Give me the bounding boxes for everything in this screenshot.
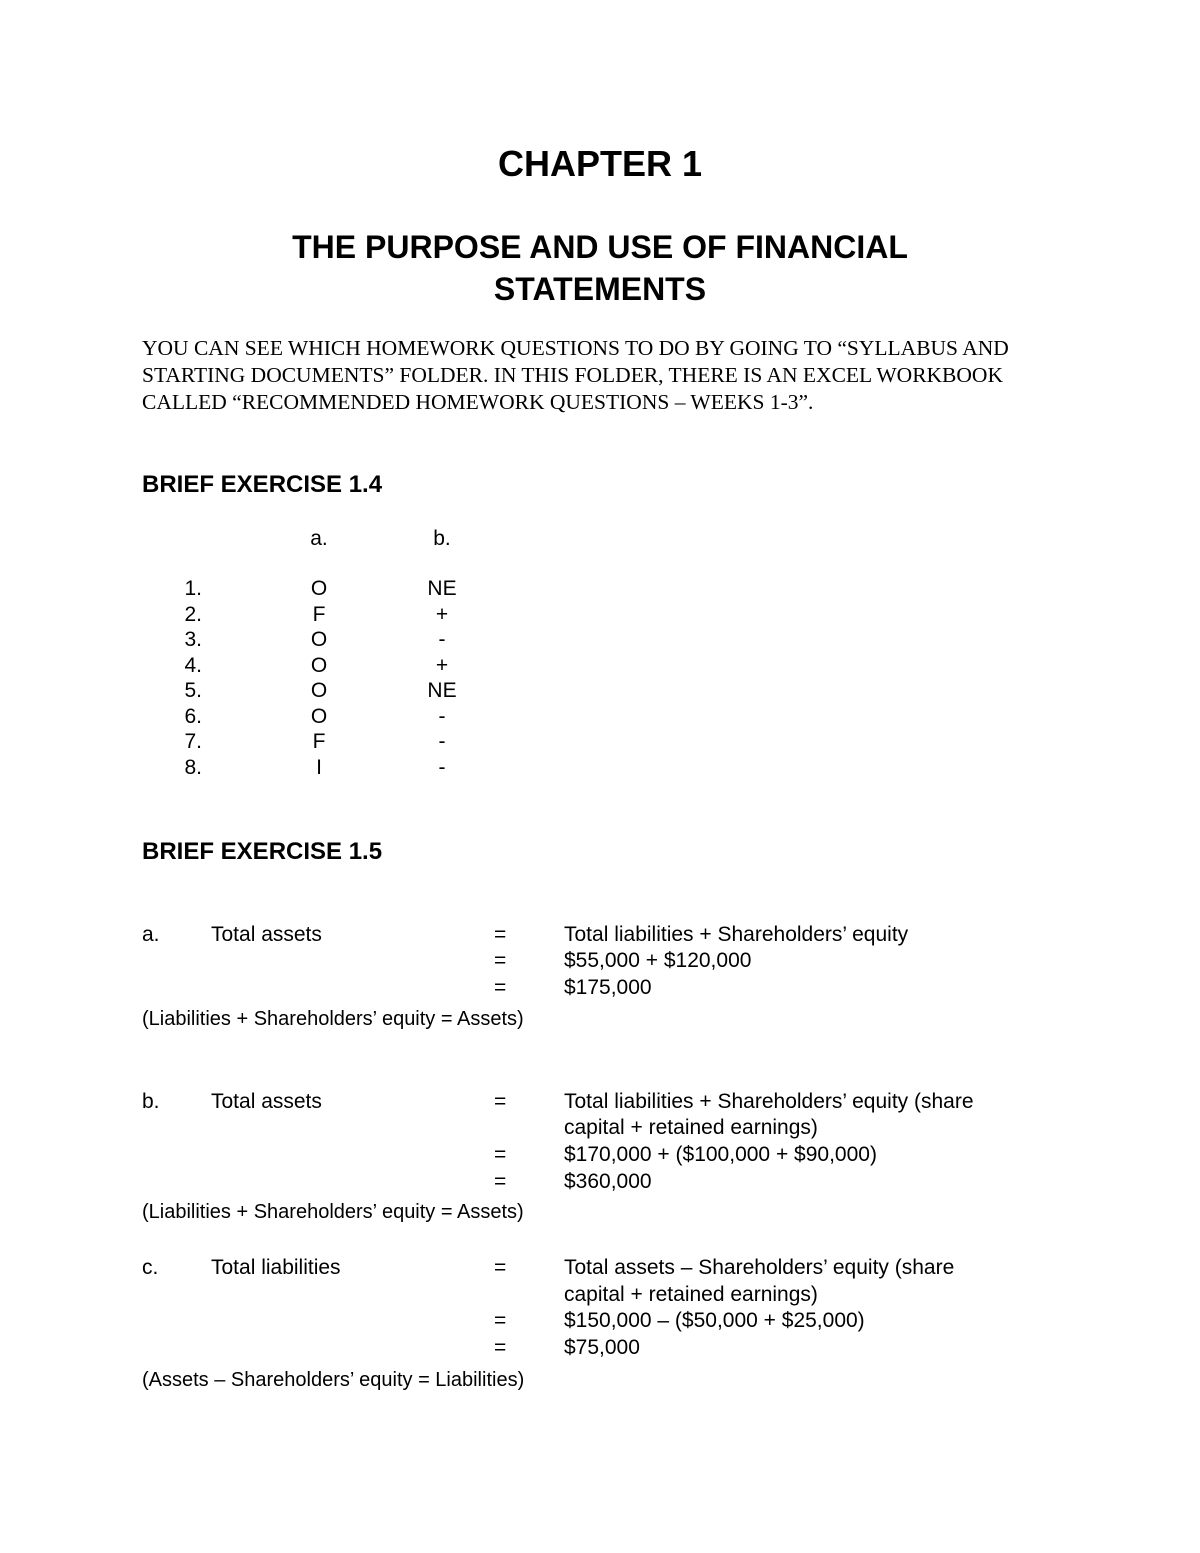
row-number: 1.: [184, 577, 202, 600]
part-label: Total liabilities: [211, 1256, 341, 1279]
equals-sign: =: [494, 949, 507, 972]
row-number: 7.: [184, 730, 202, 753]
equation-result: $75,000: [564, 1336, 640, 1359]
row-col-b: NE: [427, 679, 457, 702]
be15-heading: BRIEF EXERCISE 1.5: [142, 838, 383, 865]
row-number: 3.: [184, 628, 202, 651]
row-col-b: -: [438, 755, 446, 779]
part-label: Total assets: [211, 1090, 322, 1113]
be14-col-a-header: a.: [310, 527, 328, 550]
row-col-a: I: [316, 755, 322, 779]
equation-result: $360,000: [564, 1170, 652, 1193]
part-letter: a.: [142, 923, 160, 946]
row-col-b: NE: [427, 577, 457, 600]
row-number: 8.: [184, 755, 202, 779]
equation-line: Total assets – Shareholders’ equity (share: [564, 1256, 955, 1279]
be14-col-b-header: b.: [433, 527, 451, 550]
equals-sign: =: [494, 1090, 507, 1113]
part-label: Total assets: [211, 923, 322, 946]
equation-line: Total liabilities + Shareholders’ equity: [564, 923, 909, 946]
row-number: 6.: [184, 704, 202, 728]
equation-note: (Assets – Shareholders’ equity = Liabilities): [142, 1369, 525, 1391]
row-col-b: -: [438, 730, 446, 753]
equation-line: $150,000 – ($50,000 + $25,000): [564, 1309, 865, 1332]
equation-line: $55,000 + $120,000: [564, 949, 752, 972]
row-col-a: O: [310, 628, 328, 651]
equation-line: $170,000 + ($100,000 + $90,000): [564, 1143, 877, 1166]
equation-line-continued: capital + retained earnings): [564, 1116, 818, 1139]
row-number: 5.: [184, 679, 202, 702]
equation-result: $175,000: [564, 976, 652, 999]
row-col-a: F: [312, 730, 326, 753]
equals-sign: =: [494, 1256, 507, 1279]
row-col-a: O: [310, 704, 328, 728]
equation-note: (Liabilities + Shareholders’ equity = Assets): [142, 1008, 524, 1030]
intro-paragraph: YOU CAN SEE WHICH HOMEWORK QUESTIONS TO DO BY GOING TO “SYLLABUS AND STARTING DOCUMENTS” FOLDER. IN THIS FOLDER, THERE IS AN EXCEL WORKBOOK CALLED “RECOMMENDED HOMEWORK QUESTIONS – WEEKS 1-3”.: [142, 336, 1009, 414]
row-col-b: -: [438, 628, 446, 651]
part-letter: b.: [142, 1090, 160, 1113]
equals-sign: =: [494, 1336, 507, 1359]
equals-sign: =: [494, 976, 507, 999]
equation-line-continued: capital + retained earnings): [564, 1283, 818, 1306]
row-col-a: O: [310, 679, 328, 702]
equals-sign: =: [494, 1309, 507, 1332]
row-col-b: +: [435, 602, 449, 626]
equation-note: (Liabilities + Shareholders’ equity = Assets): [142, 1201, 524, 1223]
row-col-a: O: [310, 577, 328, 600]
row-number: 2.: [184, 602, 202, 626]
equals-sign: =: [494, 923, 507, 946]
chapter-subtitle: THE PURPOSE AND USE OF FINANCIAL STATEMENTS: [292, 229, 908, 307]
be14-heading: BRIEF EXERCISE 1.4: [142, 471, 383, 498]
row-col-a: O: [310, 653, 328, 677]
part-letter: c.: [142, 1256, 159, 1279]
chapter-title: CHAPTER 1: [497, 143, 703, 184]
row-col-b: +: [435, 653, 449, 677]
equals-sign: =: [494, 1170, 507, 1193]
row-number: 4.: [184, 653, 202, 677]
equals-sign: =: [494, 1143, 507, 1166]
equation-line: Total liabilities + Shareholders’ equity (share: [564, 1090, 974, 1113]
row-col-b: -: [438, 704, 446, 728]
row-col-a: F: [312, 602, 326, 626]
